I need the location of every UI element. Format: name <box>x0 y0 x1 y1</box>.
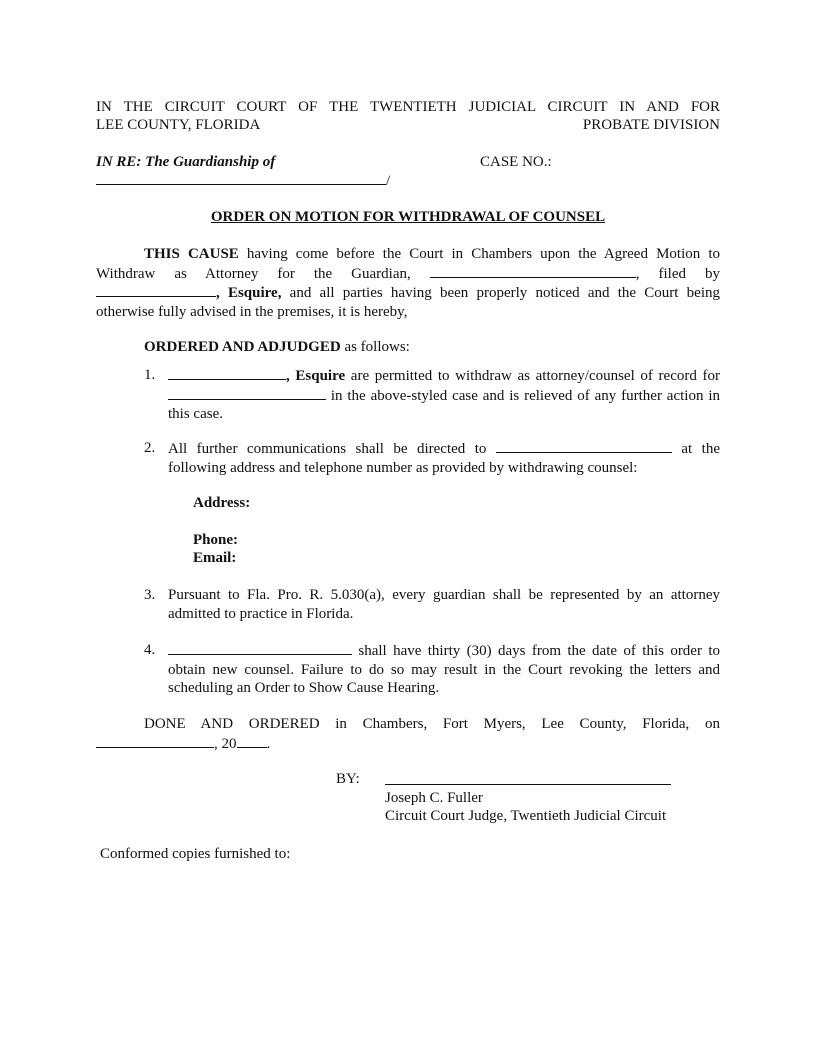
ordered-adjudged-label: ORDERED AND ADJUDGED <box>144 339 341 355</box>
done-and-ordered <box>96 715 720 753</box>
by-label: BY: <box>336 771 360 787</box>
phone-label: Phone: <box>193 532 238 548</box>
withdrawing-attorney-blank <box>168 366 286 380</box>
item-2-text <box>168 439 720 477</box>
intro-text-3: and all parties having been properly noticed and the Court being otherwise fully advised in the premises, it is hereby, <box>96 285 720 320</box>
case-number-label: CASE NO.: <box>480 154 552 170</box>
conformed-copies-label: Conformed copies furnished to: <box>100 846 291 862</box>
item-2-text-2: at the following address and telephone number as provided by withdrawing counsel: <box>168 441 721 476</box>
ordered-adjudged-rest: as follows: <box>340 339 410 355</box>
communications-recipient-blank <box>496 439 672 453</box>
date-blank <box>96 734 214 748</box>
item-1-text-1: are permitted to withdraw as attorney/counsel of record for <box>345 368 720 384</box>
item-4-number: 4. <box>144 642 156 658</box>
esquire-label: , Esquire, <box>216 285 282 301</box>
done-text-3: . <box>266 735 271 752</box>
signature-line <box>385 770 671 785</box>
ward-name-blank <box>96 171 390 190</box>
judge-name: Joseph C. Fuller <box>385 790 483 806</box>
this-cause-label: THIS CAUSE <box>144 246 239 262</box>
item-1-esquire: , Esquire <box>286 368 346 384</box>
caption-slash: / <box>386 173 391 189</box>
year-blank <box>237 734 267 748</box>
item-4-text <box>168 641 720 698</box>
address-label: Address: <box>193 495 251 511</box>
done-text-1: DONE AND ORDERED in Chambers, Fort Myers, Lee County, Florida, on <box>144 716 720 732</box>
judge-title: Circuit Court Judge, Twentieth Judicial Circuit <box>385 808 667 824</box>
item-1-number: 1. <box>144 367 156 383</box>
item-4-text-body: shall have thirty (30) days from the date of this order to obtain new counsel. Failure to do so may result in the Court revoking the letters and scheduling an Order to Show Cause Hearing. <box>168 643 720 696</box>
item-1-text <box>168 366 720 424</box>
guardian-blank <box>168 641 352 655</box>
intro-text-2: , filed by <box>635 265 720 282</box>
in-re-caption: IN RE: The Guardianship of <box>96 154 276 170</box>
county-label: LEE COUNTY, FLORIDA <box>96 117 261 133</box>
item-3-number: 3. <box>144 587 156 603</box>
document-title: ORDER ON MOTION FOR WITHDRAWAL OF COUNSEL <box>210 209 606 225</box>
item-2-number: 2. <box>144 440 156 456</box>
item-1-text-2: in the above-styled case and is relieved of any further action in this case. <box>168 387 720 422</box>
ward-name-line <box>96 171 386 185</box>
guardian-name-blank <box>430 264 636 278</box>
done-text-2: , 20 <box>214 735 237 752</box>
attorney-name-blank <box>96 283 216 297</box>
email-label: Email: <box>193 550 237 566</box>
court-heading-line1: IN THE CIRCUIT COURT OF THE TWENTIETH JUDICIAL CIRCUIT IN AND FOR <box>96 99 720 115</box>
client-name-blank <box>168 386 326 400</box>
item-2-text-1: All further communications shall be directed to <box>168 441 487 457</box>
item-3-text: Pursuant to Fla. Pro. R. 5.030(a), every guardian shall be represented by an attorney admitted to practice in Florida. <box>168 587 720 622</box>
intro-paragraph <box>96 245 720 321</box>
ordered-adjudged <box>144 338 410 356</box>
intro-text-1: having come before the Court in Chambers upon the Agreed Motion to Withdraw as Attorney for the Guardian, <box>96 246 720 282</box>
division-label: PROBATE DIVISION <box>582 117 720 133</box>
